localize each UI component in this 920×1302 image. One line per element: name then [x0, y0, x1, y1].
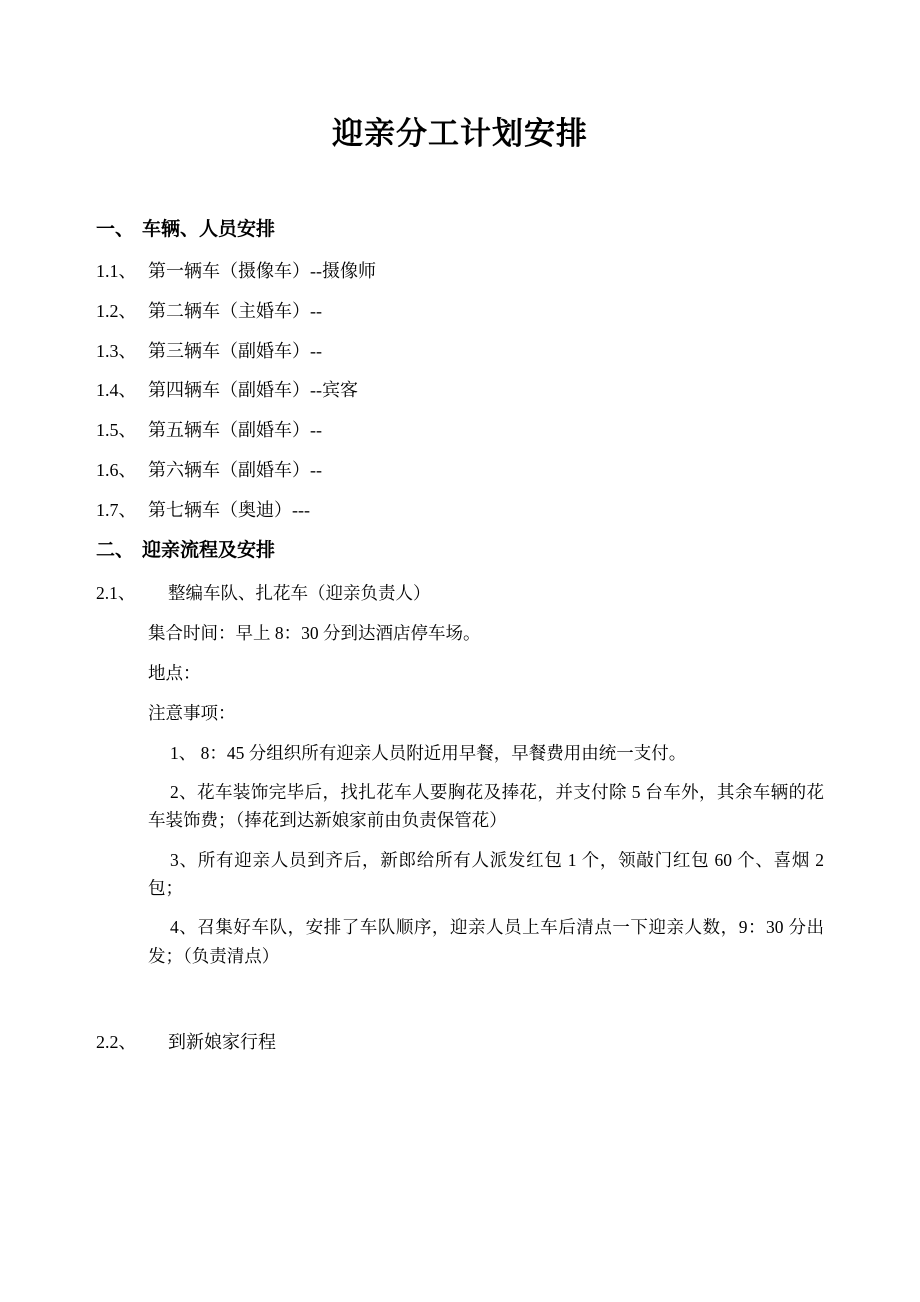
item-number: 1.6、 — [96, 460, 137, 481]
list-item — [96, 338, 824, 366]
subsection-text: 到新娘家行程 — [168, 1031, 276, 1052]
notice-item: 3、所有迎亲人员到齐后，新郎给所有人派发红包 1 个，领敲门红包 60 个、喜烟 2 包； — [148, 849, 824, 898]
item-number: 1.7、 — [96, 500, 137, 521]
subsection-number: 2.1、 — [96, 582, 136, 603]
item-number: 1.5、 — [96, 420, 137, 441]
section-heading-2 — [96, 537, 824, 566]
item-number: 1.1、 — [96, 260, 137, 281]
subsection-text: 整编车队、扎花车（迎亲负责人） — [168, 582, 431, 603]
list-item — [96, 417, 824, 445]
detail-notice-label: 注意事项： — [148, 702, 236, 723]
section-heading-1 — [96, 216, 824, 245]
item-text: 第五辆车（副婚车）-- — [148, 420, 322, 441]
title-spacer — [96, 154, 824, 216]
item-text: 第二辆车（主婚车）-- — [148, 300, 322, 321]
notice-item: 1、 8：45 分组织所有迎亲人员附近用早餐，早餐费用由统一支付。 — [170, 742, 687, 763]
item-text: 第七辆车（奥迪）--- — [148, 500, 310, 521]
notice-item: 4、召集好车队，安排了车队顺序，迎亲人员上车后清点一下迎亲人数，9：30 分出发；（负责清点） — [148, 917, 824, 966]
notice-item: 2、花车装饰完毕后，找扎花车人要胸花及捧花，并支付除 5 台车外，其余车辆的花车装饰费；（捧花到达新娘家前由负责保管花） — [148, 781, 824, 831]
subsection-number: 2.2、 — [96, 1031, 137, 1052]
subsection-item — [96, 579, 824, 607]
list-item — [96, 457, 824, 485]
item-text: 第三辆车（副婚车）-- — [148, 340, 322, 361]
section-2-number: 二、 — [96, 540, 135, 562]
item-number: 1.2、 — [96, 300, 137, 321]
list-item — [96, 497, 824, 525]
item-text: 第四辆车（副婚车）--宾客 — [148, 380, 358, 401]
item-text: 第一辆车（摄像车）--摄像师 — [148, 260, 376, 281]
list-item — [96, 377, 824, 405]
list-item — [96, 298, 824, 326]
section-1-title: 车辆、人员安排 — [142, 219, 276, 241]
section-1-number: 一、 — [96, 219, 135, 241]
subsection-item — [96, 1029, 824, 1057]
section-2-title: 迎亲流程及安排 — [142, 540, 276, 562]
item-number: 1.3、 — [96, 340, 137, 361]
item-text: 第六辆车（副婚车）-- — [148, 460, 322, 481]
section-spacer — [96, 981, 824, 1029]
detail-place: 地点： — [148, 662, 201, 683]
page-title: 迎亲分工计划安排 — [332, 116, 588, 151]
item-number: 1.4、 — [96, 380, 137, 401]
list-item — [96, 258, 824, 286]
detail-time: 集合时间：早上 8：30 分到达酒店停车场。 — [148, 622, 481, 643]
